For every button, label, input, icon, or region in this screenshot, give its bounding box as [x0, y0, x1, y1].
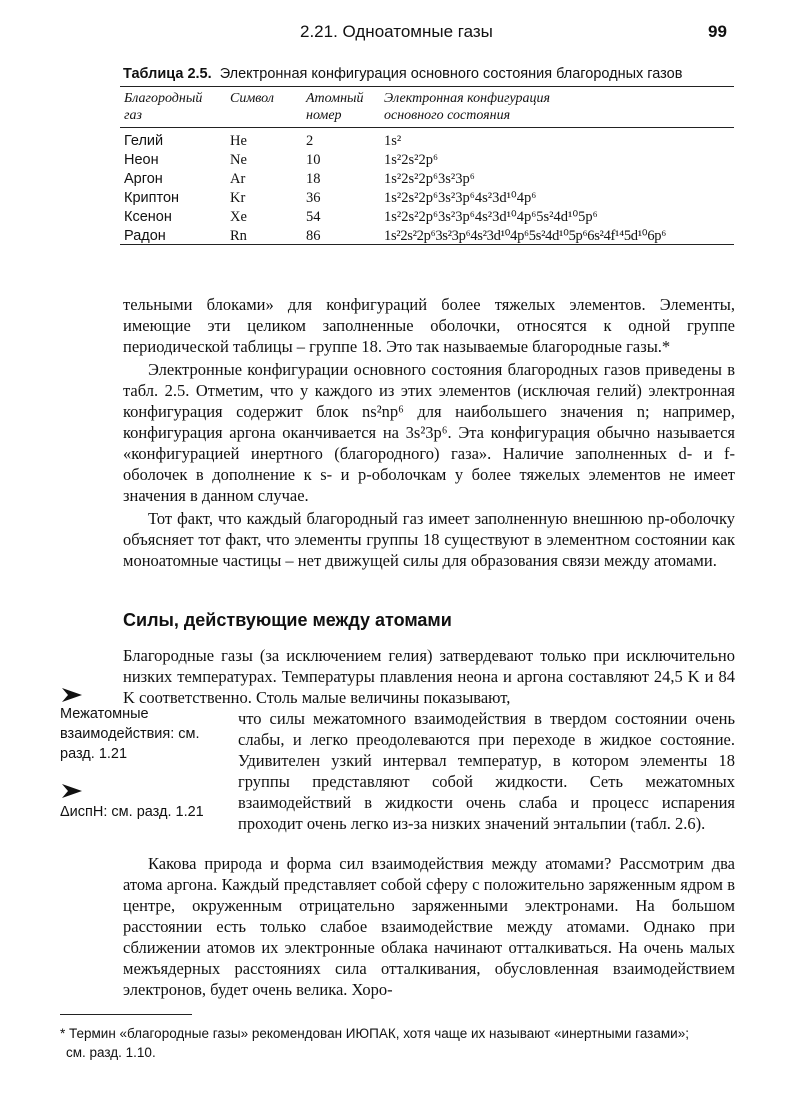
table-row: Аргон Ar 18 1s²2s²2p⁶3s²3p⁶	[124, 171, 475, 187]
table-row: Радон Rn 86 1s²2s²2p⁶3s²3p⁶4s²3d¹⁰4p⁶5s²4d¹⁰5p⁶6s²4f¹⁴5d¹⁰6p⁶	[124, 228, 666, 244]
running-header	[0, 22, 794, 46]
table-row: Криптон Kr 36 1s²2s²2p⁶3s²3p⁶4s²3d¹⁰4p⁶	[124, 190, 537, 206]
section-heading: Силы, действующие между атомами	[123, 610, 452, 630]
paragraph-lead: Благородные газы (за исключением гелия) затвердевают только при исключительно низких температурах. Температуры плавления неона и аргона составляют 24,5 K и 84 K соответственно. Столь малые величины показывают,	[123, 646, 735, 707]
noble-gas-table	[120, 86, 734, 245]
footnote	[60, 1024, 740, 1062]
header-number: Атомный номер	[306, 91, 364, 123]
paragraph: Какова природа и форма сил взаимодействия между атомами? Рассмотрим два атома аргона. Каждый представляет собой сферу с положительно заряженным ядром в центре, окруженным отрицательно заряженными электронами. На большом расстоянии есть только слабое взаимодействие между атомами. Однако при сближении атомов их электронные облака начинают отталкиваться. На очень малых межъядерных расстояниях сила отталкивания, обусловленная взаимодействием электронов, будет очень велика. Хоро-	[123, 854, 735, 999]
section-title: 2.21. Одноатомные газы	[300, 22, 493, 41]
table-caption	[123, 66, 682, 82]
footnote-line: см. разд. 1.10.	[66, 1045, 156, 1060]
table-row: Гелий He 2 1s²	[124, 133, 402, 149]
header-config: Электронная конфигурация основного состояния	[384, 91, 551, 123]
paragraph: тельными блоками» для конфигураций более тяжелых элементов. Элементы, имеющие эти целиком заполненные оболочки, относятся к одной группе периодической таблицы – группе 18. Это так называемые благородные газы.*	[123, 295, 735, 356]
margin-note-enthalpy: ΔиспH: см. разд. 1.21	[60, 804, 204, 820]
margin-arrow-icon	[62, 784, 82, 798]
header-symbol: Символ	[230, 91, 274, 106]
margin-arrow-icon	[62, 688, 82, 702]
table-header-row	[120, 87, 734, 127]
header-gas: Благородный газ	[124, 91, 203, 123]
paragraph-continued: что силы межатомного взаимодействия в твердом состоянии очень слабы, и легко преодолеваются при переходе в жидкое состояние. Удивителен узкий интервал температур, в котором элементы 18 группы представляют собой жидкости. Сеть межатомных взаимодействий в жидкости очень слаба и процесс испарения проходит очень легко из-за низких значений энтальпии (табл. 2.6).	[238, 709, 735, 833]
table-body	[120, 128, 734, 244]
footnote-rule	[60, 1014, 192, 1015]
table-caption-label: Таблица 2.5.	[123, 66, 212, 82]
body-text-top	[123, 294, 735, 571]
paragraph: Электронные конфигурации основного состояния благородных газов приведены в табл. 2.5. Отметим, что у каждого из этих элементов (исключая гелий) электронная конфигурация содержит блок ns²np⁶ для наибольшего значения n; например, конфигурация аргона оканчивается на 3s²3p⁶. Эта конфигурация обычно называется «конфигурацией инертного (благородного) газа». Наличие заполненных d- и f-оболочек в дополнение к s- и p-оболочкам у более тяжелых элементов не имеет значения в данном случае.	[123, 360, 735, 505]
table-row: Ксенон Xe 54 1s²2s²2p⁶3s²3p⁶4s²3d¹⁰4p⁶5s²4d¹⁰5p⁶	[124, 209, 598, 225]
footnote-line: * Термин «благородные газы» рекомендован ИЮПАК, хотя чаще их называют «инертными газами»;	[60, 1026, 689, 1041]
paragraph: Тот факт, что каждый благородный газ имеет заполненную внешнюю np-оболочку объясняет тот факт, что элементы группы 18 существуют в элементном состоянии как моноатомные частицы – нет движущей силы для образования связи между атомами.	[123, 509, 735, 570]
page-number: 99	[708, 22, 727, 41]
table-caption-text: Электронная конфигурация основного состояния благородных газов	[219, 66, 683, 82]
margin-note-interatomic: Межатомные взаимодействия: см. разд. 1.21	[60, 706, 200, 762]
table-row: Неон Ne 10 1s²2s²2p⁶	[124, 152, 439, 168]
